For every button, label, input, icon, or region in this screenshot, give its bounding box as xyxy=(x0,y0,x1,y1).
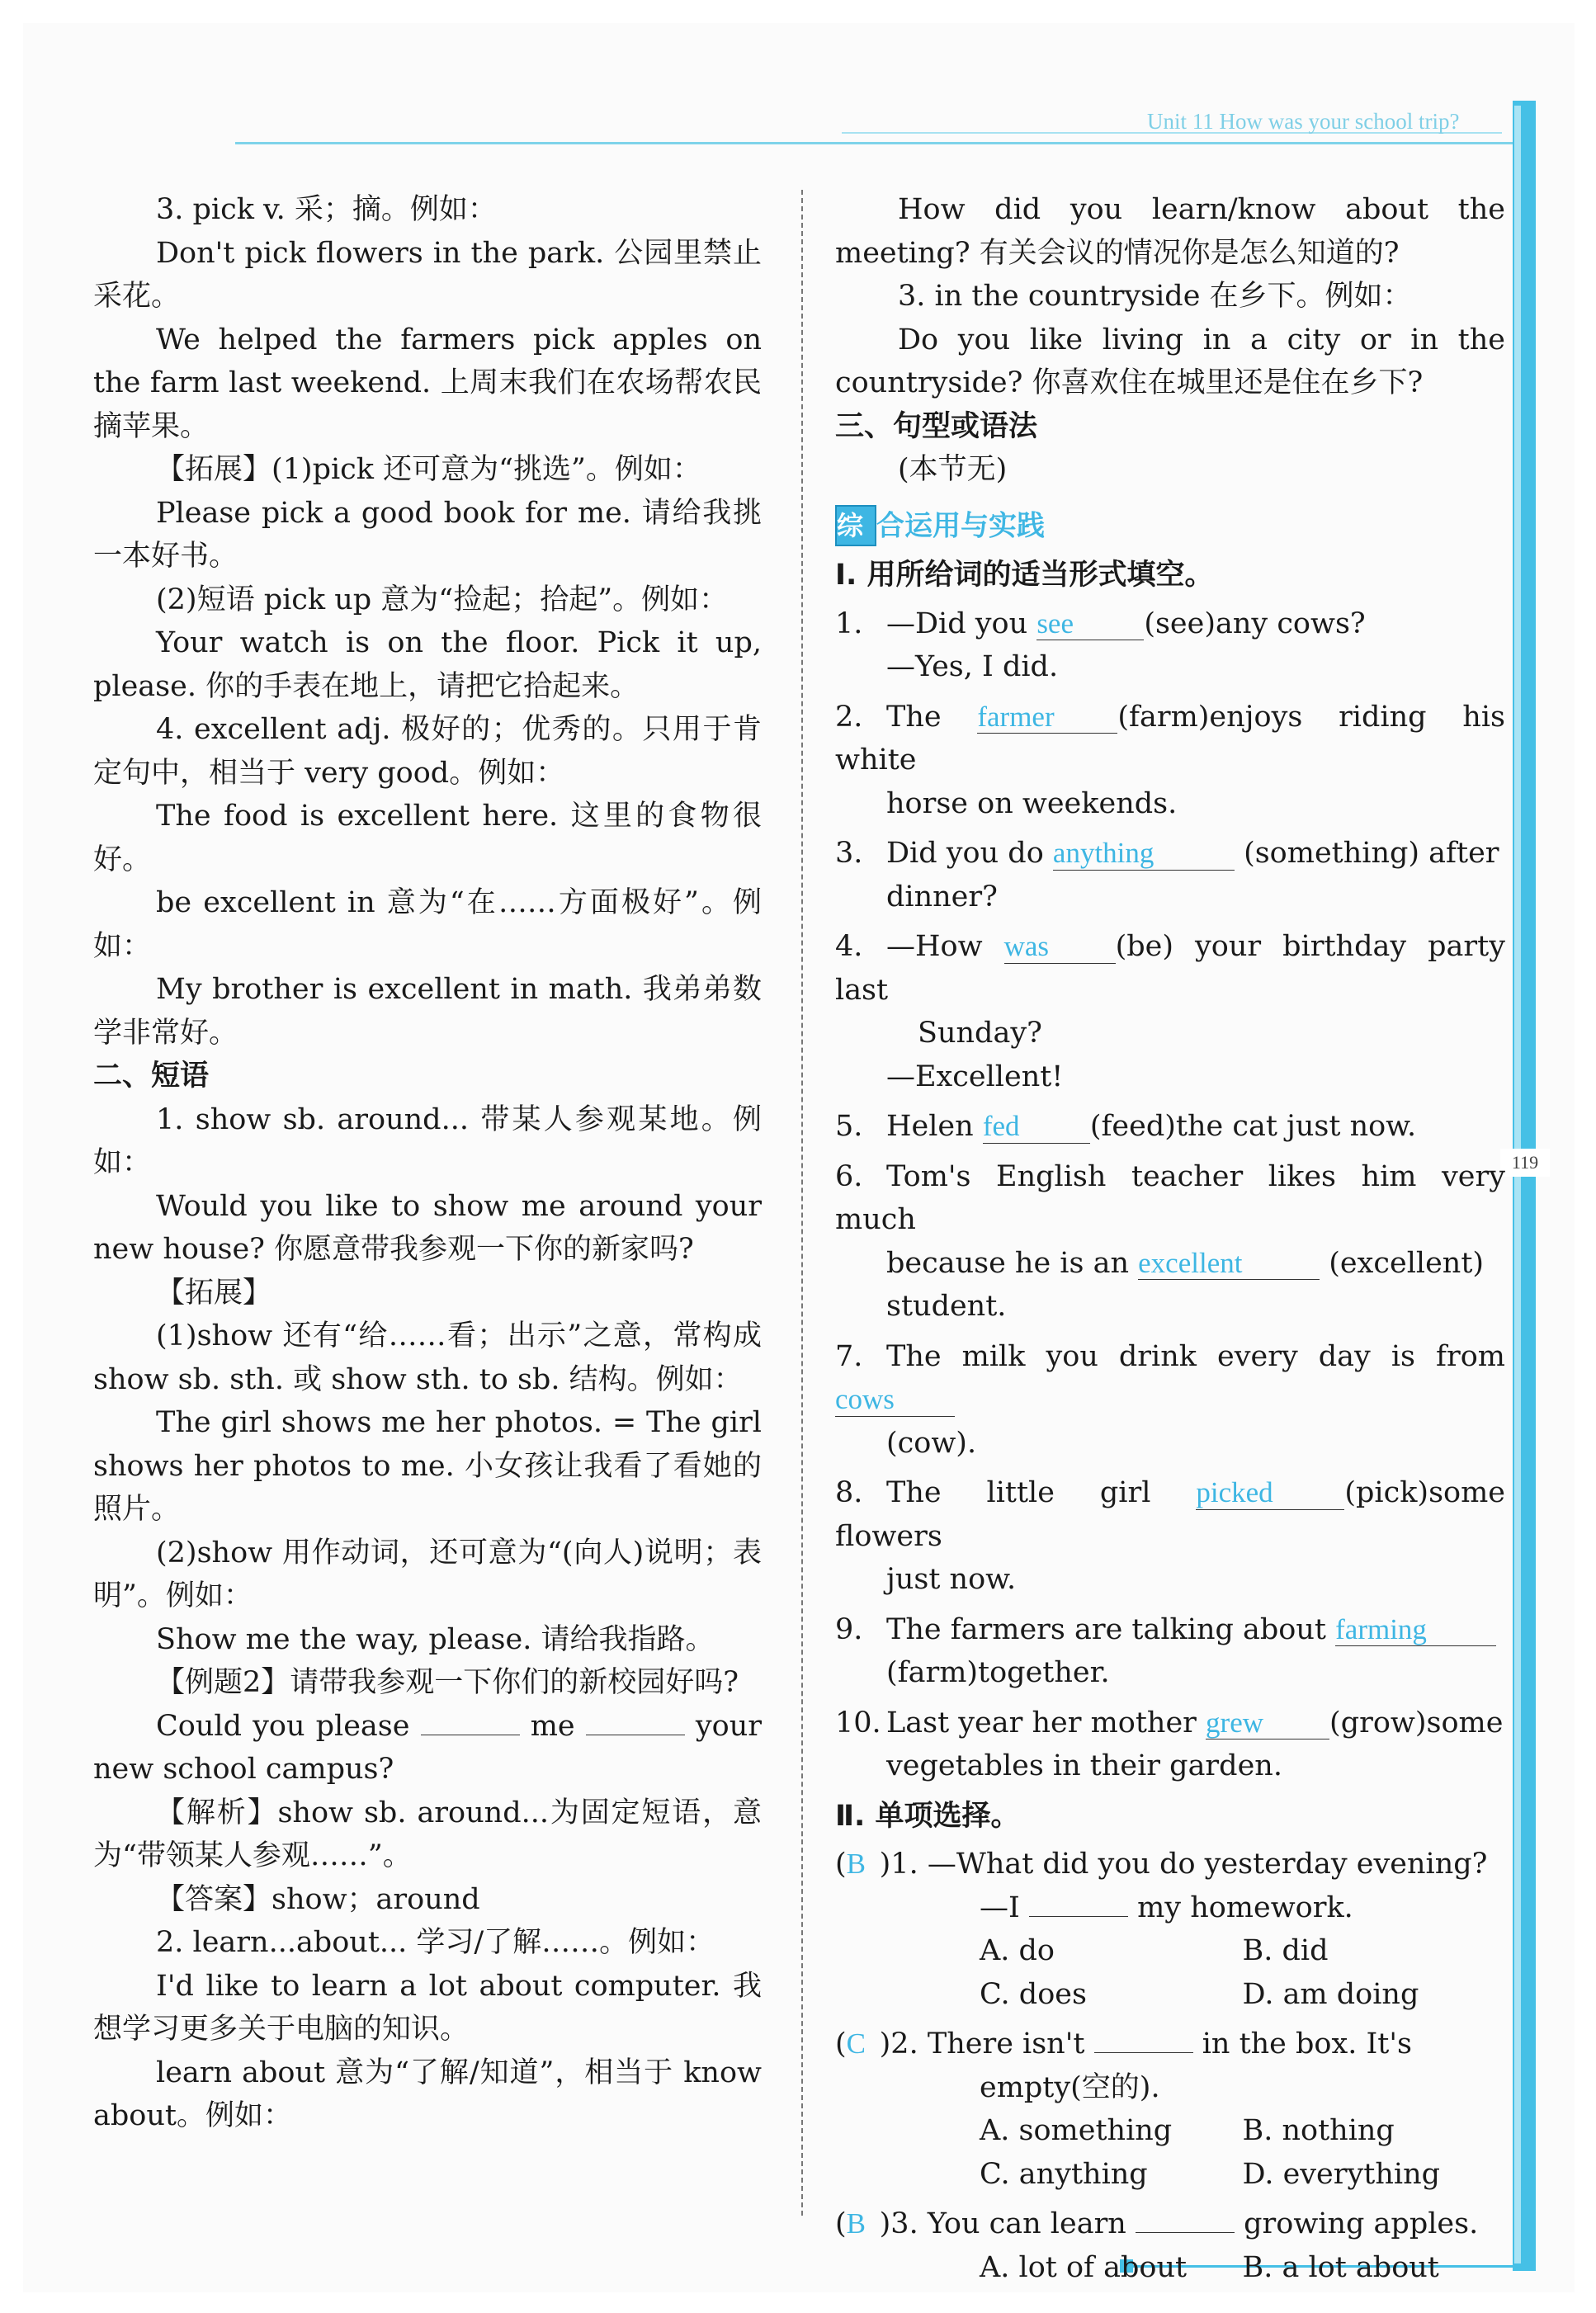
text-fragment: Did you do xyxy=(886,837,1044,871)
text-fragment: (see)any cows? xyxy=(1144,607,1366,640)
text-line: just now. xyxy=(886,1563,1017,1597)
item-number: )2. xyxy=(879,2027,918,2061)
text-line: (2)短语 pick up 意为“捡起；拾起”。例如： xyxy=(156,583,729,616)
text-line: 2. learn...about... 学习/了解……。例如： xyxy=(156,1926,715,1959)
text-line: (2)show 用作动词，还可意为“(向人)说明；表明”。例如： xyxy=(93,1536,762,1612)
text-fragment: The milk you drink every day is from xyxy=(886,1339,1505,1373)
text-line: The food is excellent here. 这里的食物很好。 xyxy=(93,800,762,876)
text-fragment: (be) your birthday party last xyxy=(835,930,1505,1007)
text-line: Show me the way, please. 请给我指路。 xyxy=(156,1622,715,1656)
fill-item-2 xyxy=(835,696,1505,826)
right-column xyxy=(835,188,1505,2296)
mc-item-1: ( B )1. —What did you do yesterday evening? —I my homework. A. do B. did C. does D. am doing xyxy=(835,1843,1505,2016)
text-fragment: Tom's English teacher likes him very much xyxy=(835,1159,1505,1237)
answer-blank: cows xyxy=(835,1384,955,1417)
fill-item-1 xyxy=(835,602,1505,689)
text-line: student. xyxy=(886,1290,1007,1324)
answer-blank xyxy=(586,1711,685,1735)
page-number: 119 xyxy=(1500,1149,1550,1177)
item-number: 3. xyxy=(835,837,863,871)
text-line: learn about 意为“了解/知道”，相当于 know about。例如： xyxy=(93,2056,762,2132)
text-fragment: The farmers are talking about xyxy=(886,1612,1326,1646)
option-b: B. nothing xyxy=(1242,2114,1395,2148)
mc-answer: C xyxy=(846,2027,866,2060)
text-fragment: (excellent) xyxy=(1329,1246,1485,1280)
text-line: —Yes, I did. xyxy=(886,650,1059,684)
text-line: dinner? xyxy=(886,880,998,913)
text-fragment: because he is an xyxy=(886,1246,1129,1280)
answer-blank xyxy=(1029,1893,1128,1917)
item-number: 4. xyxy=(835,930,863,964)
answer-blank: grew xyxy=(1206,1707,1329,1740)
text-fragment: —What did you do yesterday evening? xyxy=(927,1848,1488,1881)
option-a: A. do xyxy=(980,1934,1055,1968)
fill-item-3 xyxy=(835,832,1505,918)
text-fragment: You can learn xyxy=(927,2207,1126,2241)
answer-blank: was xyxy=(1004,931,1116,964)
header-rule xyxy=(235,142,1531,144)
exercise-1-title: Ⅰ. 用所给词的适当形式填空。 xyxy=(835,559,1214,592)
item-number: 6. xyxy=(835,1159,863,1193)
text-line: My brother is excellent in math. 我弟弟数学非常好。 xyxy=(93,973,762,1050)
text-fragment: your new school campus? xyxy=(93,1709,762,1786)
item-number: 1. xyxy=(835,607,863,640)
option-c: C. anything xyxy=(980,2157,1148,2191)
right-edge-bar-highlight xyxy=(1514,106,1521,2263)
option-a: A. lot of about xyxy=(980,2250,1188,2284)
answer-blank xyxy=(1094,2029,1193,2053)
text-line: empty(空的). xyxy=(980,2070,1160,2104)
text-line: The girl shows me her photos. = The girl shows her photos to me. 小女孩让我看了看她的照片。 xyxy=(93,1406,762,1526)
item-number: 7. xyxy=(835,1339,863,1373)
answer-blank: fed xyxy=(983,1111,1090,1144)
zonghe-badge: 综 xyxy=(835,505,876,546)
answer-blank: anything xyxy=(1053,838,1235,871)
text-fragment: Helen xyxy=(886,1110,974,1144)
option-c: C. does xyxy=(980,1977,1087,2011)
text-fragment: The xyxy=(886,700,942,734)
text-line: horse on weekends. xyxy=(886,786,1178,820)
answer-blank: picked xyxy=(1196,1477,1344,1510)
text-line: —Excellent! xyxy=(886,1060,1064,1093)
text-line: be excellent in 意为“在……方面极好”。例如： xyxy=(93,886,762,963)
text-line: vegetables in their garden. xyxy=(886,1749,1282,1783)
option-a: A. something xyxy=(980,2114,1173,2148)
text-line: Do you like living in a city or in the countryside? 你喜欢住在城里还是住在乡下? xyxy=(835,323,1505,399)
item-number: )3. xyxy=(879,2207,918,2241)
text-line: 3. pick v. 采；摘。例如： xyxy=(156,193,497,226)
left-column xyxy=(93,188,762,2138)
option-d: D. everything xyxy=(1242,2157,1441,2191)
text-line: How did you learn/know about the meeting? 有关会议的情况你是怎么知道的? xyxy=(835,193,1505,270)
text-fragment: There isn't xyxy=(927,2027,1085,2061)
text-line: Would you like to show me around your new house? 你愿意带我参观一下你的新家吗? xyxy=(93,1189,762,1266)
text-fragment: growing apples. xyxy=(1244,2207,1479,2241)
text-fragment: —Did you xyxy=(886,607,1028,640)
mc-answer: B xyxy=(846,1848,866,1881)
text-line: Your watch is on the floor. Pick it up, please. 你的手表在地上，请把它拾起来。 xyxy=(93,626,762,703)
text-fragment: (feed)the cat just now. xyxy=(1089,1110,1417,1144)
running-header: Unit 11 How was your school trip? xyxy=(1147,109,1460,134)
text-line: 【拓展】 xyxy=(156,1276,272,1310)
fill-item-7 xyxy=(835,1335,1505,1466)
text-line: (1)show 还有“给……看；出示”之意，常构成 show sb. sth. 或 show sth. to sb. 结构。例如： xyxy=(93,1319,762,1396)
text-fragment: (something) after xyxy=(1244,837,1499,871)
text-line: 3. in the countryside 在乡下。例如： xyxy=(898,280,1412,313)
text-line: Sunday? xyxy=(918,1017,1042,1050)
text-fragment: The little girl xyxy=(886,1476,1151,1510)
fill-item-8 xyxy=(835,1471,1505,1602)
text-fragment: —I xyxy=(980,1891,1020,1924)
section-heading: 三、句型或语法 xyxy=(835,409,1038,443)
example-question xyxy=(93,1705,762,1791)
text-fragment: me xyxy=(530,1709,575,1743)
text-line: (farm)together. xyxy=(886,1656,1110,1690)
mc-item-3: ( B )3. You can learn growing apples. A. lot of about B. a lot about xyxy=(835,2202,1505,2289)
item-number: )1. xyxy=(879,1848,918,1881)
fill-item-10 xyxy=(835,1702,1505,1788)
text-line: 4. excellent adj. 极好的；优秀的。只用于肯定句中，相当于 very good。例如： xyxy=(93,713,762,790)
text-line: (cow). xyxy=(886,1426,977,1460)
item-number: 10. xyxy=(835,1706,881,1739)
option-b: B. a lot about xyxy=(1242,2250,1439,2284)
answer-blank xyxy=(421,1711,520,1735)
text-line: Don't pick flowers in the park. 公园里禁止采花。 xyxy=(93,236,762,313)
zonghe-title: 合运用与实践 xyxy=(876,508,1045,542)
fill-item-4 xyxy=(835,925,1505,1098)
fill-item-6 xyxy=(835,1155,1505,1329)
answer-blank xyxy=(1136,2209,1235,2233)
item-number: 8. xyxy=(835,1476,863,1510)
text-line: 【拓展】(1)pick 还可意为“挑选”。例如： xyxy=(156,453,701,486)
option-b: B. did xyxy=(1242,1934,1329,1968)
text-fragment: my homework. xyxy=(1137,1891,1353,1924)
text-fragment: (farm)enjoys riding his white xyxy=(835,700,1505,777)
answer-blank: farming xyxy=(1335,1614,1496,1647)
zonghe-heading xyxy=(835,503,1505,548)
answer-blank: farmer xyxy=(977,701,1117,734)
text-line: Please pick a good book for me. 请给我挑一本好书。 xyxy=(93,496,762,573)
answer-blank: see xyxy=(1036,608,1144,641)
text-fragment: (grow)some xyxy=(1329,1706,1504,1739)
text-line: I'd like to learn a lot about computer. 我想学习更多关于电脑的知识。 xyxy=(93,1969,762,2046)
text-line: 【例题2】请带我参观一下你们的新校园好吗? xyxy=(156,1666,739,1699)
mc-answer: B xyxy=(846,2207,866,2240)
column-divider xyxy=(801,190,803,2216)
section-heading: 二、短语 xyxy=(93,1060,210,1093)
text-fragment: (pick)some flowers xyxy=(835,1476,1505,1553)
text-fragment: —How xyxy=(886,930,983,964)
text-fragment: in the box. It's xyxy=(1202,2027,1412,2061)
text-line: 【解析】show sb. around...为固定短语，意为“带领某人参观……”。 xyxy=(93,1796,762,1872)
text-line: We helped the farmers pick apples on the farm last weekend. 上周末我们在农场帮农民摘苹果。 xyxy=(93,323,762,443)
text-fragment: Last year her mother xyxy=(886,1706,1197,1739)
item-number: 9. xyxy=(835,1612,863,1646)
fill-item-9 xyxy=(835,1608,1505,1695)
text-line: 【答案】show；around xyxy=(156,1882,480,1916)
text-fragment: Could you please xyxy=(156,1709,410,1743)
item-number: 5. xyxy=(835,1110,863,1144)
option-d: D. am doing xyxy=(1242,1977,1419,2011)
item-number: 2. xyxy=(835,700,863,734)
text-line: 1. show sb. around... 带某人参观某地。例如： xyxy=(93,1102,762,1179)
exercise-2-title: Ⅱ. 单项选择。 xyxy=(835,1799,1020,1833)
text-line: (本节无) xyxy=(898,453,1008,486)
answer-blank: excellent xyxy=(1138,1248,1320,1281)
mc-item-2: ( C )2. There isn't in the box. It's empty(空的). A. something B. nothing C. anything D. everything xyxy=(835,2023,1505,2196)
fill-item-5 xyxy=(835,1105,1505,1149)
